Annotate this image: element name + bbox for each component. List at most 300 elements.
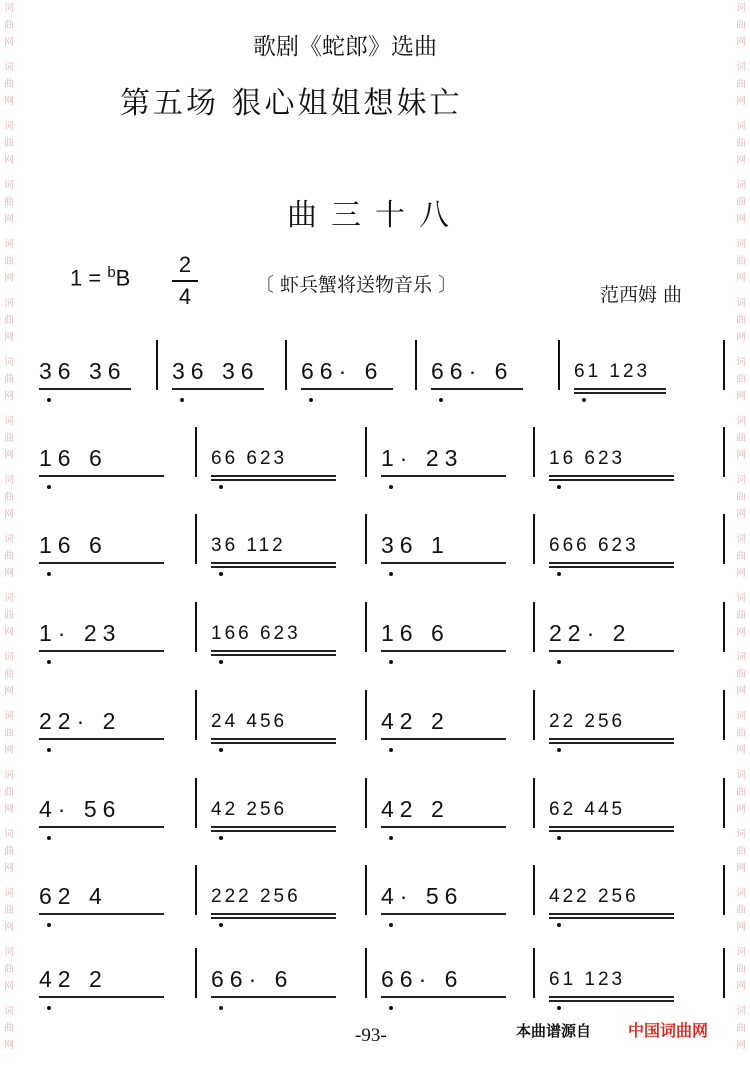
beam-line [549,913,674,915]
barline [365,948,367,998]
barline [533,602,535,652]
score-row [35,873,727,933]
measure-notes: 42 256 [211,799,288,820]
watermark-char: 网 [4,37,14,48]
source-label: 本曲谱源自 [516,1022,592,1040]
octave-dot [47,748,51,752]
watermark-char: 词 [4,475,14,486]
octave-dot [557,572,561,576]
watermark-char: 词 [4,888,14,899]
key-prefix: 1 = [70,265,108,291]
beam-line [301,388,393,390]
beam-line [574,388,666,390]
watermark-char: 词 [4,62,14,73]
octave-dot [219,836,223,840]
beam-line-double [549,1000,674,1002]
measure [35,956,190,1016]
site-name: 中国词曲网 [628,1021,709,1040]
measure [297,348,419,408]
watermark-char: 曲 [736,905,746,916]
measure [545,698,700,758]
watermark-char: 曲 [4,1023,14,1034]
watermark-char: 网 [4,450,14,461]
watermark-char: 网 [4,391,14,402]
measure-notes: 16 6 [39,445,108,471]
beam-line [381,562,506,564]
watermark-char: 网 [4,627,14,638]
watermark-char: 词 [4,770,14,781]
measure [35,435,190,495]
measure [207,435,362,495]
octave-dot [309,398,313,402]
barline [365,427,367,477]
barline [533,514,535,564]
measure-notes: 422 256 [549,886,639,907]
watermark-char: 网 [736,804,746,815]
measure-notes: 36 1 [381,532,450,558]
watermark-char: 网 [4,981,14,992]
octave-dot [47,485,51,489]
measure-notes: 4· 56 [39,796,122,822]
beam-line-double [211,654,336,656]
watermark-char: 词 [736,534,746,545]
watermark-char: 网 [4,214,14,225]
time-bar [172,280,198,282]
beam-line-double [211,479,336,481]
beam-line [549,562,674,564]
octave-dot [219,923,223,927]
opera-title: 歌剧《蛇郎》选曲 [253,34,437,60]
measure-notes: 222 256 [211,886,301,907]
measure [207,956,362,1016]
measure [168,348,290,408]
barline [285,340,287,390]
octave-dot [557,1006,561,1010]
watermark-char: 网 [736,627,746,638]
watermark-char: 曲 [736,964,746,975]
measure [377,522,532,582]
watermark-char: 词 [736,121,746,132]
barline-end [723,427,725,477]
octave-dot [389,572,393,576]
measure-notes: 66· 6 [381,966,464,992]
measure-notes: 66· 6 [211,966,294,992]
measure [35,348,157,408]
watermark-char: 曲 [736,669,746,680]
measure-notes: 1· 23 [381,445,464,471]
watermark-char: 曲 [736,374,746,385]
beam-line [211,475,336,477]
watermark-char: 曲 [736,256,746,267]
measure-notes: 42 2 [381,708,450,734]
watermark-char: 网 [736,509,746,520]
barline [365,514,367,564]
beam-line [39,913,164,915]
octave-dot [389,923,393,927]
watermark-char: 网 [736,155,746,166]
beam-line [39,475,164,477]
barline [365,865,367,915]
watermark-char: 网 [4,509,14,520]
beam-line [211,826,336,828]
measure-notes: 61 123 [549,969,626,990]
watermark-char: 词 [736,947,746,958]
watermark-char: 词 [736,1006,746,1017]
watermark-char: 词 [736,829,746,840]
measure-notes: 36 36 [39,358,127,384]
beam-line [381,738,506,740]
measure [545,873,700,933]
watermark-char: 网 [4,804,14,815]
side-watermark-left [2,0,16,1068]
beam-line-double [549,917,674,919]
octave-dot [582,398,586,402]
watermark-char: 词 [736,62,746,73]
watermark-char: 词 [736,416,746,427]
watermark-char: 曲 [736,787,746,798]
beam-line-double [211,742,336,744]
watermark-char: 网 [4,568,14,579]
beam-line [549,738,674,740]
beam-line [381,826,506,828]
beam-line-double [549,479,674,481]
octave-dot [47,923,51,927]
beam-line [39,650,164,652]
time-bottom: 4 [178,284,192,309]
beam-line [381,913,506,915]
beam-line-double [211,830,336,832]
watermark-char: 词 [4,534,14,545]
watermark-char: 词 [736,475,746,486]
watermark-char: 网 [736,568,746,579]
beam-line-double [211,566,336,568]
measure-notes: 24 456 [211,711,288,732]
watermark-char: 词 [736,770,746,781]
barline-end [723,340,725,390]
barline [533,865,535,915]
measure-notes: 36 112 [211,535,286,556]
watermark-char: 词 [4,652,14,663]
score-row [35,956,727,1016]
barline [533,778,535,828]
measure [377,698,532,758]
watermark-char: 网 [4,332,14,343]
watermark-char: 网 [4,745,14,756]
octave-dot [557,485,561,489]
watermark-char: 网 [4,1040,14,1051]
watermark-char: 曲 [4,728,14,739]
watermark-char: 曲 [4,138,14,149]
watermark-char: 词 [4,357,14,368]
watermark-char: 网 [736,96,746,107]
measure-notes: 16 623 [549,448,626,469]
beam-line [431,388,523,390]
measure-notes: 66· 6 [301,358,384,384]
octave-dot [389,1006,393,1010]
measure [377,786,532,846]
time-signature [172,252,198,310]
watermark-char: 词 [4,829,14,840]
barline-end [723,865,725,915]
watermark-char: 曲 [4,492,14,503]
watermark-char: 曲 [736,728,746,739]
watermark-char: 词 [4,711,14,722]
beam-line [549,826,674,828]
measure [377,956,532,1016]
barline [195,690,197,740]
measure [35,786,190,846]
key-note: B [115,265,131,291]
watermark-char: 曲 [736,610,746,621]
watermark-char: 词 [736,298,746,309]
barline [365,690,367,740]
measure-notes: 22 256 [549,711,626,732]
measure-notes: 666 623 [549,535,639,556]
watermark-char: 曲 [4,787,14,798]
watermark-char: 曲 [4,905,14,916]
octave-dot [219,748,223,752]
watermark-char: 曲 [736,492,746,503]
octave-dot [389,660,393,664]
watermark-char: 词 [736,711,746,722]
barline-end [723,690,725,740]
watermark-char: 网 [4,686,14,697]
watermark-char: 网 [736,391,746,402]
watermark-char: 网 [736,1040,746,1051]
octave-dot [219,572,223,576]
barline [365,778,367,828]
measure-notes: 22· 2 [549,620,632,646]
watermark-char: 网 [736,273,746,284]
octave-dot [47,660,51,664]
barline [195,602,197,652]
watermark-char: 词 [4,180,14,191]
measure-notes: 4· 56 [381,883,464,909]
barline [533,427,535,477]
watermark-char: 网 [736,686,746,697]
measure-notes: 61 123 [574,361,651,382]
beam-line-double [574,392,666,394]
measure-notes: 166 623 [211,623,301,644]
beam-line-double [211,917,336,919]
barline [195,427,197,477]
score-row [35,610,727,670]
watermark-char: 曲 [736,138,746,149]
watermark-char: 曲 [736,433,746,444]
watermark-char: 曲 [736,20,746,31]
barline [195,948,197,998]
watermark-char: 曲 [4,20,14,31]
beam-line [211,913,336,915]
measure-notes: 66· 6 [431,358,514,384]
watermark-char: 词 [736,888,746,899]
beam-line [381,650,506,652]
beam-line [39,826,164,828]
watermark-char: 词 [736,652,746,663]
score-row [35,522,727,582]
watermark-char: 曲 [4,79,14,90]
barline [533,948,535,998]
octave-dot [219,1006,223,1010]
barline [195,778,197,828]
beam-line [549,650,674,652]
watermark-char: 词 [4,239,14,250]
watermark-char: 词 [4,416,14,427]
octave-dot [47,572,51,576]
watermark-char: 曲 [4,433,14,444]
barline [415,340,417,390]
watermark-char: 网 [736,332,746,343]
measure-notes: 42 2 [381,796,450,822]
measure-notes: 22· 2 [39,708,122,734]
barline-end [723,602,725,652]
octave-dot [557,836,561,840]
beam-line [549,996,674,998]
measure [545,610,700,670]
watermark-char: 曲 [4,610,14,621]
beam-line-double [549,742,674,744]
beam-line [39,996,164,998]
beam-line-double [549,566,674,568]
piece-title: 曲三十八 [287,198,463,233]
watermark-char: 网 [736,37,746,48]
measure-notes: 36 36 [172,358,260,384]
measure-notes: 62 445 [549,799,626,820]
measure [207,698,362,758]
beam-line [172,388,264,390]
beam-line [39,388,131,390]
beam-line [381,475,506,477]
measure [545,435,700,495]
watermark-char: 曲 [736,315,746,326]
measure [35,873,190,933]
measure [35,610,190,670]
score-row [35,435,727,495]
barline-end [723,514,725,564]
measure-notes: 66 623 [211,448,288,469]
watermark-char: 词 [736,3,746,14]
watermark-char: 词 [4,1006,14,1017]
beam-line [211,650,336,652]
scene-title: 第五场 狠心姐姐想妹亡 [120,86,463,121]
watermark-char: 曲 [4,551,14,562]
watermark-char: 网 [736,981,746,992]
measure [207,522,362,582]
watermark-char: 词 [4,121,14,132]
measure-notes: 42 2 [39,966,108,992]
barline [195,865,197,915]
barline-end [723,778,725,828]
watermark-char: 网 [736,450,746,461]
octave-dot [180,398,184,402]
octave-dot [557,923,561,927]
octave-dot [47,1006,51,1010]
barline [156,340,158,390]
beam-line [39,738,164,740]
octave-dot [389,836,393,840]
watermark-char: 网 [4,155,14,166]
key-flat: b [107,264,116,281]
watermark-char: 曲 [4,374,14,385]
octave-dot [47,836,51,840]
measure [377,610,532,670]
beam-line-double [549,830,674,832]
score-row [35,698,727,758]
watermark-char: 曲 [4,256,14,267]
watermark-char: 词 [4,298,14,309]
barline [558,340,560,390]
side-watermark-right [734,0,748,1068]
watermark-char: 词 [736,239,746,250]
measure [35,698,190,758]
watermark-char: 词 [736,180,746,191]
measure [207,610,362,670]
watermark-char: 网 [4,863,14,874]
octave-dot [389,485,393,489]
beam-line [211,738,336,740]
watermark-char: 网 [736,745,746,756]
watermark-char: 词 [736,357,746,368]
measure-notes: 62 4 [39,883,108,909]
measure [35,522,190,582]
octave-dot [389,748,393,752]
beam-line [549,475,674,477]
barline [533,690,535,740]
measure [377,873,532,933]
beam-line [381,996,506,998]
watermark-char: 曲 [4,846,14,857]
watermark-char: 词 [4,947,14,958]
measure-notes: 16 6 [39,532,108,558]
watermark-char: 曲 [736,79,746,90]
score-row [35,786,727,846]
key-signature [70,264,130,291]
watermark-char: 曲 [736,1023,746,1034]
octave-dot [219,485,223,489]
measure [545,522,700,582]
watermark-char: 网 [736,863,746,874]
octave-dot [219,660,223,664]
barline [365,602,367,652]
watermark-char: 网 [4,273,14,284]
measure [207,873,362,933]
barline-end [723,948,725,998]
octave-dot [47,398,51,402]
octave-dot [557,660,561,664]
barline [195,514,197,564]
measure [427,348,549,408]
watermark-char: 词 [4,3,14,14]
measure-notes: 16 6 [381,620,450,646]
beam-line [39,562,164,564]
watermark-char: 网 [736,214,746,225]
time-top: 2 [178,252,192,277]
octave-dot [439,398,443,402]
watermark-char: 曲 [736,846,746,857]
beam-line [211,562,336,564]
watermark-char: 词 [4,593,14,604]
score-row [35,348,727,408]
watermark-char: 曲 [736,197,746,208]
measure [545,956,700,1016]
watermark-char: 网 [4,922,14,933]
watermark-char: 词 [736,593,746,604]
measure [570,348,692,408]
watermark-char: 网 [736,922,746,933]
measure [377,435,532,495]
page-number: -93- [355,1025,387,1046]
watermark-char: 曲 [4,315,14,326]
